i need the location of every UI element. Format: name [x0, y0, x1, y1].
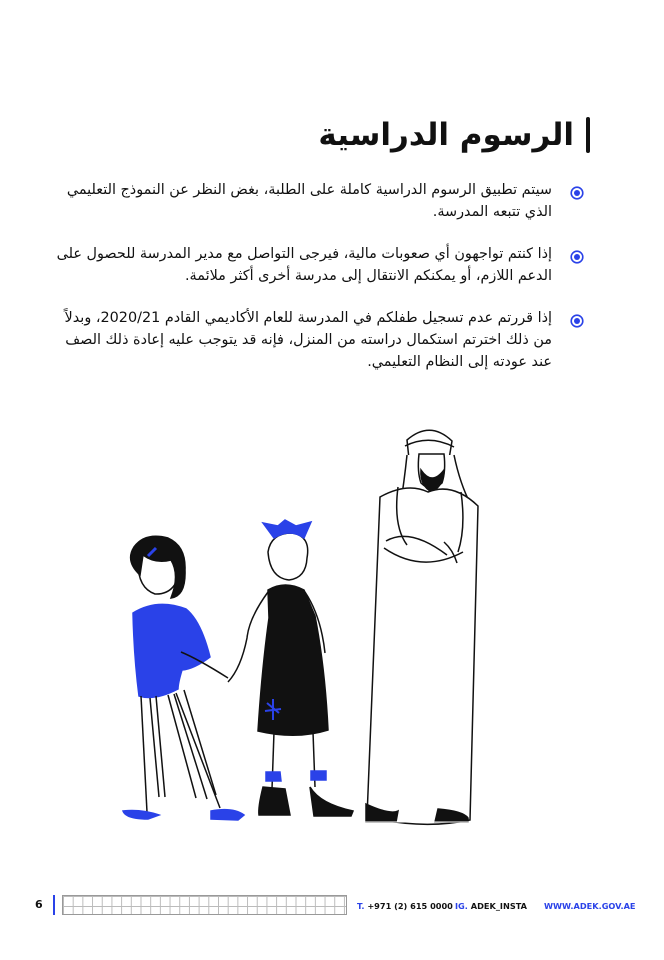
- instagram-contact: [455, 901, 527, 911]
- title-section: [318, 117, 590, 153]
- girl-left-figure: [123, 536, 244, 820]
- phone-number: +971 (2) 615 0000: [367, 901, 453, 911]
- title-divider: [586, 117, 590, 153]
- bullet-text: إذا كنتم تواجهون أي صعوبات مالية، فيرجى التواصل مع مدير المدرسة للحصول على الدعم اللازم، أو يمكنكم الانتقال إلى مدرسة أخرى أكثر ملائمة.: [56, 246, 552, 284]
- bullet-item: [48, 307, 588, 373]
- bullet-text: سيتم تطبيق الرسوم الدراسية كاملة على الطلبة، بغض النظر عن النموذج التعليمي الذي تتبعه المدرسة.: [66, 182, 552, 220]
- footer: [0, 892, 664, 920]
- radio-bullet-icon: [570, 186, 584, 200]
- page-number: 6: [35, 898, 43, 911]
- bullet-list: [48, 179, 588, 393]
- bullet-item: [48, 243, 588, 287]
- radio-bullet-icon: [570, 250, 584, 264]
- family-illustration: [0, 410, 664, 840]
- phone-label: T.: [357, 901, 365, 911]
- page-title: الرسوم الدراسية: [318, 116, 574, 153]
- radio-bullet-icon: [570, 314, 584, 328]
- bullet-item: [48, 179, 588, 223]
- grid-box: [62, 895, 347, 915]
- phone-contact: [357, 901, 453, 911]
- website-link[interactable]: WWW.ADEK.GOV.AE: [544, 901, 636, 911]
- footer-divider: [53, 895, 55, 915]
- instagram-label: IG.: [455, 901, 468, 911]
- bullet-text: إذا قررتم عدم تسجيل طفلكم في المدرسة للعام الأكاديمي القادم 2020/21، وبدلاً من ذلك اخترتم استكمال دراسته من المنزل، فإنه قد يتوجب عليه إعادة ذلك الصف عند عودته إلى النظام التعليمي.: [64, 310, 552, 370]
- instagram-handle: ADEK_INSTA: [470, 901, 527, 911]
- girl-middle-figure: [228, 520, 353, 816]
- father-figure: [366, 430, 478, 824]
